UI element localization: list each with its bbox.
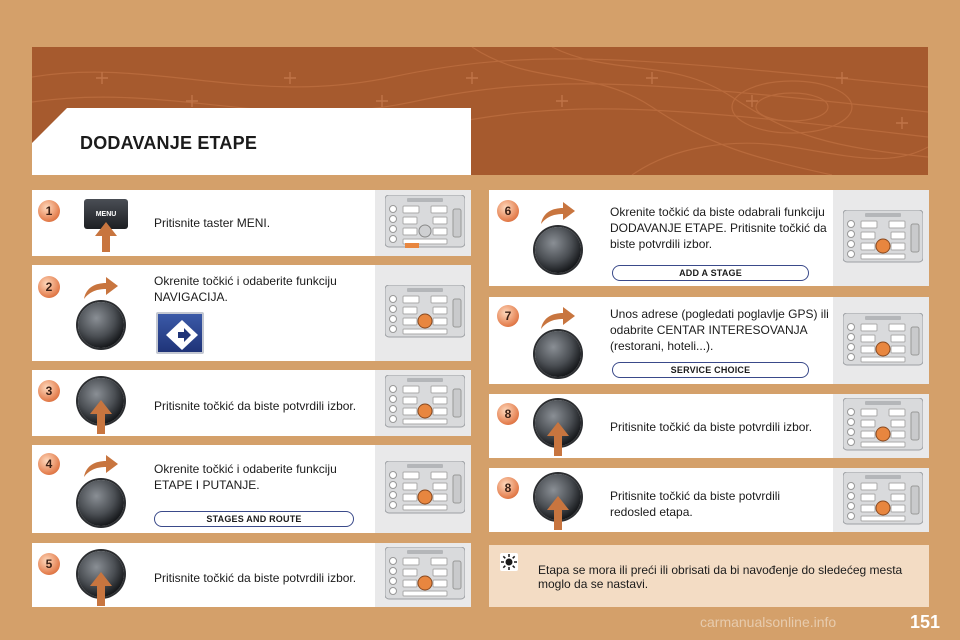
step-4-text: Okrenite točkić i odaberite funkciju ETAPE I PUTANJE. [154, 462, 337, 492]
screen-label-service-choice: SERVICE CHOICE [612, 362, 809, 378]
rotate-arrow-icon [82, 277, 118, 299]
watermark: carmanualsonline.info [700, 614, 837, 630]
menu-button-icon: MENU [84, 199, 128, 229]
radio-illustration [375, 190, 471, 256]
press-arrow-icon [547, 496, 569, 530]
step-8-text: Pritisnite točkić da biste potvrdili izbor. [610, 420, 813, 434]
step-6-text: Okrenite točkić da biste odabrali funkciju DODAVANJE ETAPE. Pritisnite točkić da biste potvrdili izbor. [610, 205, 827, 251]
step-badge-2: 2 [38, 276, 60, 298]
radio-illustration [833, 297, 929, 384]
radio-illustration [375, 543, 471, 607]
radio-illustration [375, 445, 471, 533]
step-badge-7: 7 [497, 305, 519, 327]
press-arrow-icon [90, 400, 112, 434]
radio-illustration [375, 370, 471, 436]
page-number: 151 [910, 612, 941, 632]
sun-icon [500, 553, 518, 571]
rotate-arrow-icon [539, 307, 575, 329]
press-arrow-icon [95, 222, 117, 252]
step-3-text: Pritisnite točkić da biste potvrdili izbor. [154, 399, 357, 413]
press-arrow-icon [90, 572, 112, 606]
step-7-text: Unos adrese (pogledati poglavlje GPS) ili odabrite CENTAR INTERESOVANJA (restorani, hoteli...). [610, 307, 829, 353]
note-text: Etapa se mora ili preći ili obrisati da bi navođenje do sledećeg mesta moglo da se nastavi. [538, 563, 903, 591]
step-2-text: Okrenite točkić i odaberite funkciju NAVIGACIJA. [154, 274, 337, 304]
radio-illustration [375, 265, 471, 361]
step-5-text: Pritisnite točkić da biste potvrdili izbor. [154, 571, 357, 585]
rotary-knob-icon [535, 331, 581, 377]
radio-illustration [833, 394, 929, 458]
step-badge-4: 4 [38, 453, 60, 475]
rotary-knob-icon [78, 302, 124, 348]
rotary-knob-icon [535, 227, 581, 273]
step-badge-8b: 8 [497, 477, 519, 499]
rotate-arrow-icon [82, 455, 118, 477]
step-badge-5: 5 [38, 553, 60, 575]
step-8b-text: Pritisnite točkić da biste potvrdili redosled etapa. [610, 489, 781, 519]
title-card-fold [32, 108, 67, 143]
navigation-icon [156, 312, 204, 354]
rotate-arrow-icon [539, 202, 575, 224]
step-badge-1: 1 [38, 200, 60, 222]
step-1-text: Pritisnite taster MENI. [154, 216, 271, 230]
screen-label-stages-and-route: STAGES AND ROUTE [154, 511, 354, 527]
rotary-knob-icon [78, 480, 124, 526]
radio-illustration [833, 468, 929, 532]
step-badge-8: 8 [497, 403, 519, 425]
press-arrow-icon [547, 422, 569, 456]
screen-label-add-a-stage: ADD A STAGE [612, 265, 809, 281]
radio-illustration [833, 190, 929, 286]
step-badge-6: 6 [497, 200, 519, 222]
page-title: DODAVANJE ETAPE [80, 133, 258, 153]
step-badge-3: 3 [38, 380, 60, 402]
